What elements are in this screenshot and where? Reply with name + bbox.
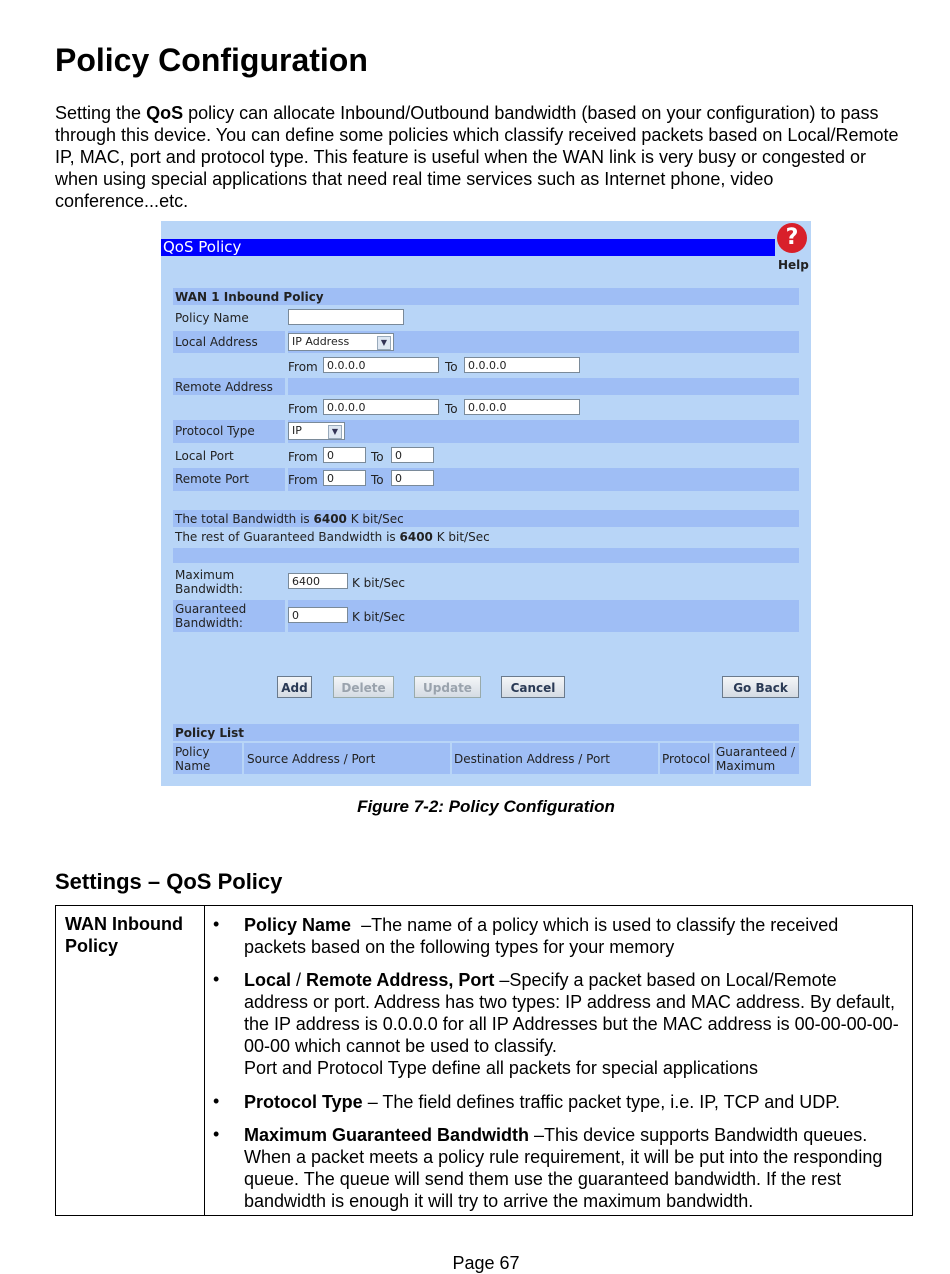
rest-bandwidth-row (173, 528, 799, 546)
local-to-label: To (445, 360, 458, 374)
item-max-guaranteed-desc: –This device supports Bandwidth queues. When a packet meets a policy rule requirement, it will be put into the responding queue. The queue will send them use the guaranteed bandwidth. If the rest bandwidth is enough it will try to arrive the maximum bandwidth. (244, 1125, 883, 1211)
column-protocol: Protocol (662, 752, 711, 766)
local-to-input[interactable]: 0.0.0.0 (464, 357, 580, 373)
remote-to-input[interactable]: 0.0.0.0 (464, 399, 580, 415)
section-title: WAN 1 Inbound Policy (175, 290, 324, 304)
policy-name-row (173, 307, 799, 329)
item-remote-address-term: Remote Address, Port (306, 970, 495, 990)
column-destination: Destination Address / Port (454, 752, 610, 766)
column-policy-name (175, 745, 210, 773)
maximum-bandwidth-input[interactable]: 6400 (288, 573, 348, 589)
intro-text-start: Setting the (55, 103, 147, 123)
chevron-down-icon[interactable]: ▼ (328, 425, 342, 439)
wan-inbound-policy-label (65, 913, 183, 957)
column-divider (658, 743, 660, 774)
item-policy-name-term: Policy Name (244, 915, 352, 935)
chevron-down-icon[interactable]: ▼ (377, 336, 391, 350)
remote-address-row (173, 378, 799, 395)
local-address-row (173, 331, 799, 353)
protocol-type-label: Protocol Type (175, 424, 255, 438)
total-bandwidth-text (175, 512, 404, 526)
item-protocol-type-term: Protocol Type (244, 1092, 363, 1112)
bullet-icon: • (213, 969, 220, 989)
protocol-type-row (173, 420, 799, 443)
maximum-bandwidth-unit: K bit/Sec (352, 576, 405, 590)
item-protocol-type (244, 1091, 904, 1113)
item-port-protocol-note: Port and Protocol Type define all packets for special applications (244, 1058, 758, 1078)
rest-bandwidth-text (175, 530, 490, 544)
section-header-row (173, 288, 799, 305)
local-port-to-input[interactable]: 0 (391, 447, 434, 463)
column-divider (450, 743, 452, 774)
maximum-bandwidth-label (175, 568, 243, 596)
policy-list-title: Policy List (175, 726, 245, 740)
column-maximum-line2: Maximum (716, 759, 776, 773)
local-range-row (173, 355, 799, 377)
guaranteed-bandwidth-row (173, 600, 799, 632)
intro-text-rest: policy can allocate Inbound/Outbound bandwidth (based on your configuration) to pass through this device. You can define some policies which classify received packets based on Local/Remote IP, MAC, port and protocol type. This feature is useful when the WAN link is very busy or congested or when using special applications that need real time services such as Internet phone, video conference...etc. (55, 103, 899, 211)
local-port-from-label: From (288, 450, 318, 464)
rest-bandwidth-unit: K bit/Sec (432, 530, 490, 544)
intro-paragraph (55, 102, 910, 212)
go-back-button[interactable]: Go Back (722, 676, 799, 698)
column-guaranteed-maximum (716, 745, 795, 773)
total-bandwidth-value: 6400 (313, 512, 347, 526)
qos-policy-screenshot (161, 221, 811, 786)
local-port-row (173, 445, 799, 467)
policy-name-input[interactable] (288, 309, 404, 325)
total-bandwidth-unit: K bit/Sec (346, 512, 404, 526)
local-address-label: Local Address (175, 335, 258, 349)
item-policy-name (244, 914, 904, 958)
remote-port-label: Remote Port (175, 472, 249, 486)
remote-from-input[interactable]: 0.0.0.0 (323, 399, 439, 415)
policy-name-label: Policy Name (175, 311, 249, 325)
column-policy-name-line2: Name (175, 759, 211, 773)
settings-table-label-cell (56, 906, 205, 1215)
local-port-from-input[interactable]: 0 (323, 447, 366, 463)
item-policy-name-desc: –The name of a policy which is used to classify the received packets based on the following types for your memory (244, 915, 844, 957)
qos-policy-title-bar: QoS Policy (161, 239, 775, 256)
spacer-row (173, 548, 799, 563)
local-address-type-select[interactable] (288, 333, 394, 351)
update-button[interactable]: Update (414, 676, 481, 698)
policy-list-header (173, 724, 799, 741)
column-divider (713, 743, 715, 774)
local-port-label: Local Port (175, 449, 234, 463)
column-divider (242, 743, 244, 774)
help-label[interactable]: Help (778, 258, 809, 272)
column-policy-name-line1: Policy (175, 745, 210, 759)
local-from-label: From (288, 360, 318, 374)
settings-table (55, 905, 913, 1216)
remote-to-label: To (445, 402, 458, 416)
delete-button[interactable]: Delete (333, 676, 394, 698)
item-max-guaranteed-term: Maximum Guaranteed Bandwidth (244, 1125, 530, 1145)
column-guaranteed-line1: Guaranteed / (716, 745, 796, 759)
page-number: Page 67 (452, 1253, 520, 1273)
figure-caption: Figure 7-2: Policy Configuration (357, 797, 615, 816)
bullet-icon: • (213, 1124, 220, 1144)
guaranteed-bandwidth-label-line2: Bandwidth: (175, 616, 243, 630)
wan-inbound-label-line2: Policy (65, 936, 119, 956)
local-port-to-label: To (371, 450, 384, 464)
row-divider (285, 378, 288, 395)
item-protocol-type-desc: – The field defines traffic packet type, i.e. IP, TCP and UDP. (362, 1092, 840, 1112)
protocol-type-value: IP (292, 424, 302, 437)
maximum-bandwidth-label-line2: Bandwidth: (175, 582, 243, 596)
remote-port-row (173, 468, 799, 491)
guaranteed-bandwidth-label-line1: Guaranteed (175, 602, 247, 616)
total-bandwidth-prefix: The total Bandwidth is (175, 512, 314, 526)
item-local-remote-desc: –Specify a packet based on Local/Remote address or port. Address has two types: IP address and MAC address. By default, the IP address is 0.0.0.0 for all IP Addresses but the MAC address is 00-00-00-00-00-00 which cannot be used to classify. (244, 970, 899, 1056)
maximum-bandwidth-label-line1: Maximum (175, 568, 235, 582)
policy-list-columns (173, 743, 799, 774)
item-maximum-guaranteed-bandwidth (244, 1124, 904, 1212)
remote-from-label: From (288, 402, 318, 416)
guaranteed-bandwidth-label (175, 602, 246, 630)
page-title: Policy Configuration (55, 42, 368, 78)
item-local-remote-separator: / (291, 970, 307, 990)
maximum-bandwidth-row (173, 566, 799, 598)
guaranteed-bandwidth-unit: K bit/Sec (352, 610, 405, 624)
column-source: Source Address / Port (247, 752, 376, 766)
rest-bandwidth-value: 6400 (399, 530, 433, 544)
total-bandwidth-row (173, 510, 799, 527)
bullet-icon: • (213, 914, 220, 934)
add-button[interactable]: Add (277, 676, 312, 698)
protocol-type-select[interactable] (288, 422, 345, 440)
local-address-type-value: IP Address (292, 335, 350, 348)
remote-port-to-input[interactable]: 0 (391, 470, 434, 486)
item-local-remote-address (244, 969, 904, 1079)
remote-port-to-label: To (371, 473, 384, 487)
wan-inbound-label-line1: WAN Inbound (65, 914, 183, 934)
intro-bold-qos: QoS (146, 103, 184, 123)
cancel-button[interactable]: Cancel (501, 676, 565, 698)
rest-bandwidth-prefix: The rest of Guaranteed Bandwidth is (175, 530, 400, 544)
remote-range-row (173, 397, 799, 419)
remote-port-from-input[interactable]: 0 (323, 470, 366, 486)
item-local-term: Local (244, 970, 292, 990)
remote-address-label: Remote Address (175, 380, 273, 394)
bullet-icon: • (213, 1091, 220, 1111)
local-from-input[interactable]: 0.0.0.0 (323, 357, 439, 373)
help-icon[interactable]: ? (777, 223, 807, 253)
settings-heading: Settings – QoS Policy (55, 869, 283, 894)
guaranteed-bandwidth-input[interactable]: 0 (288, 607, 348, 623)
remote-port-from-label: From (288, 473, 318, 487)
